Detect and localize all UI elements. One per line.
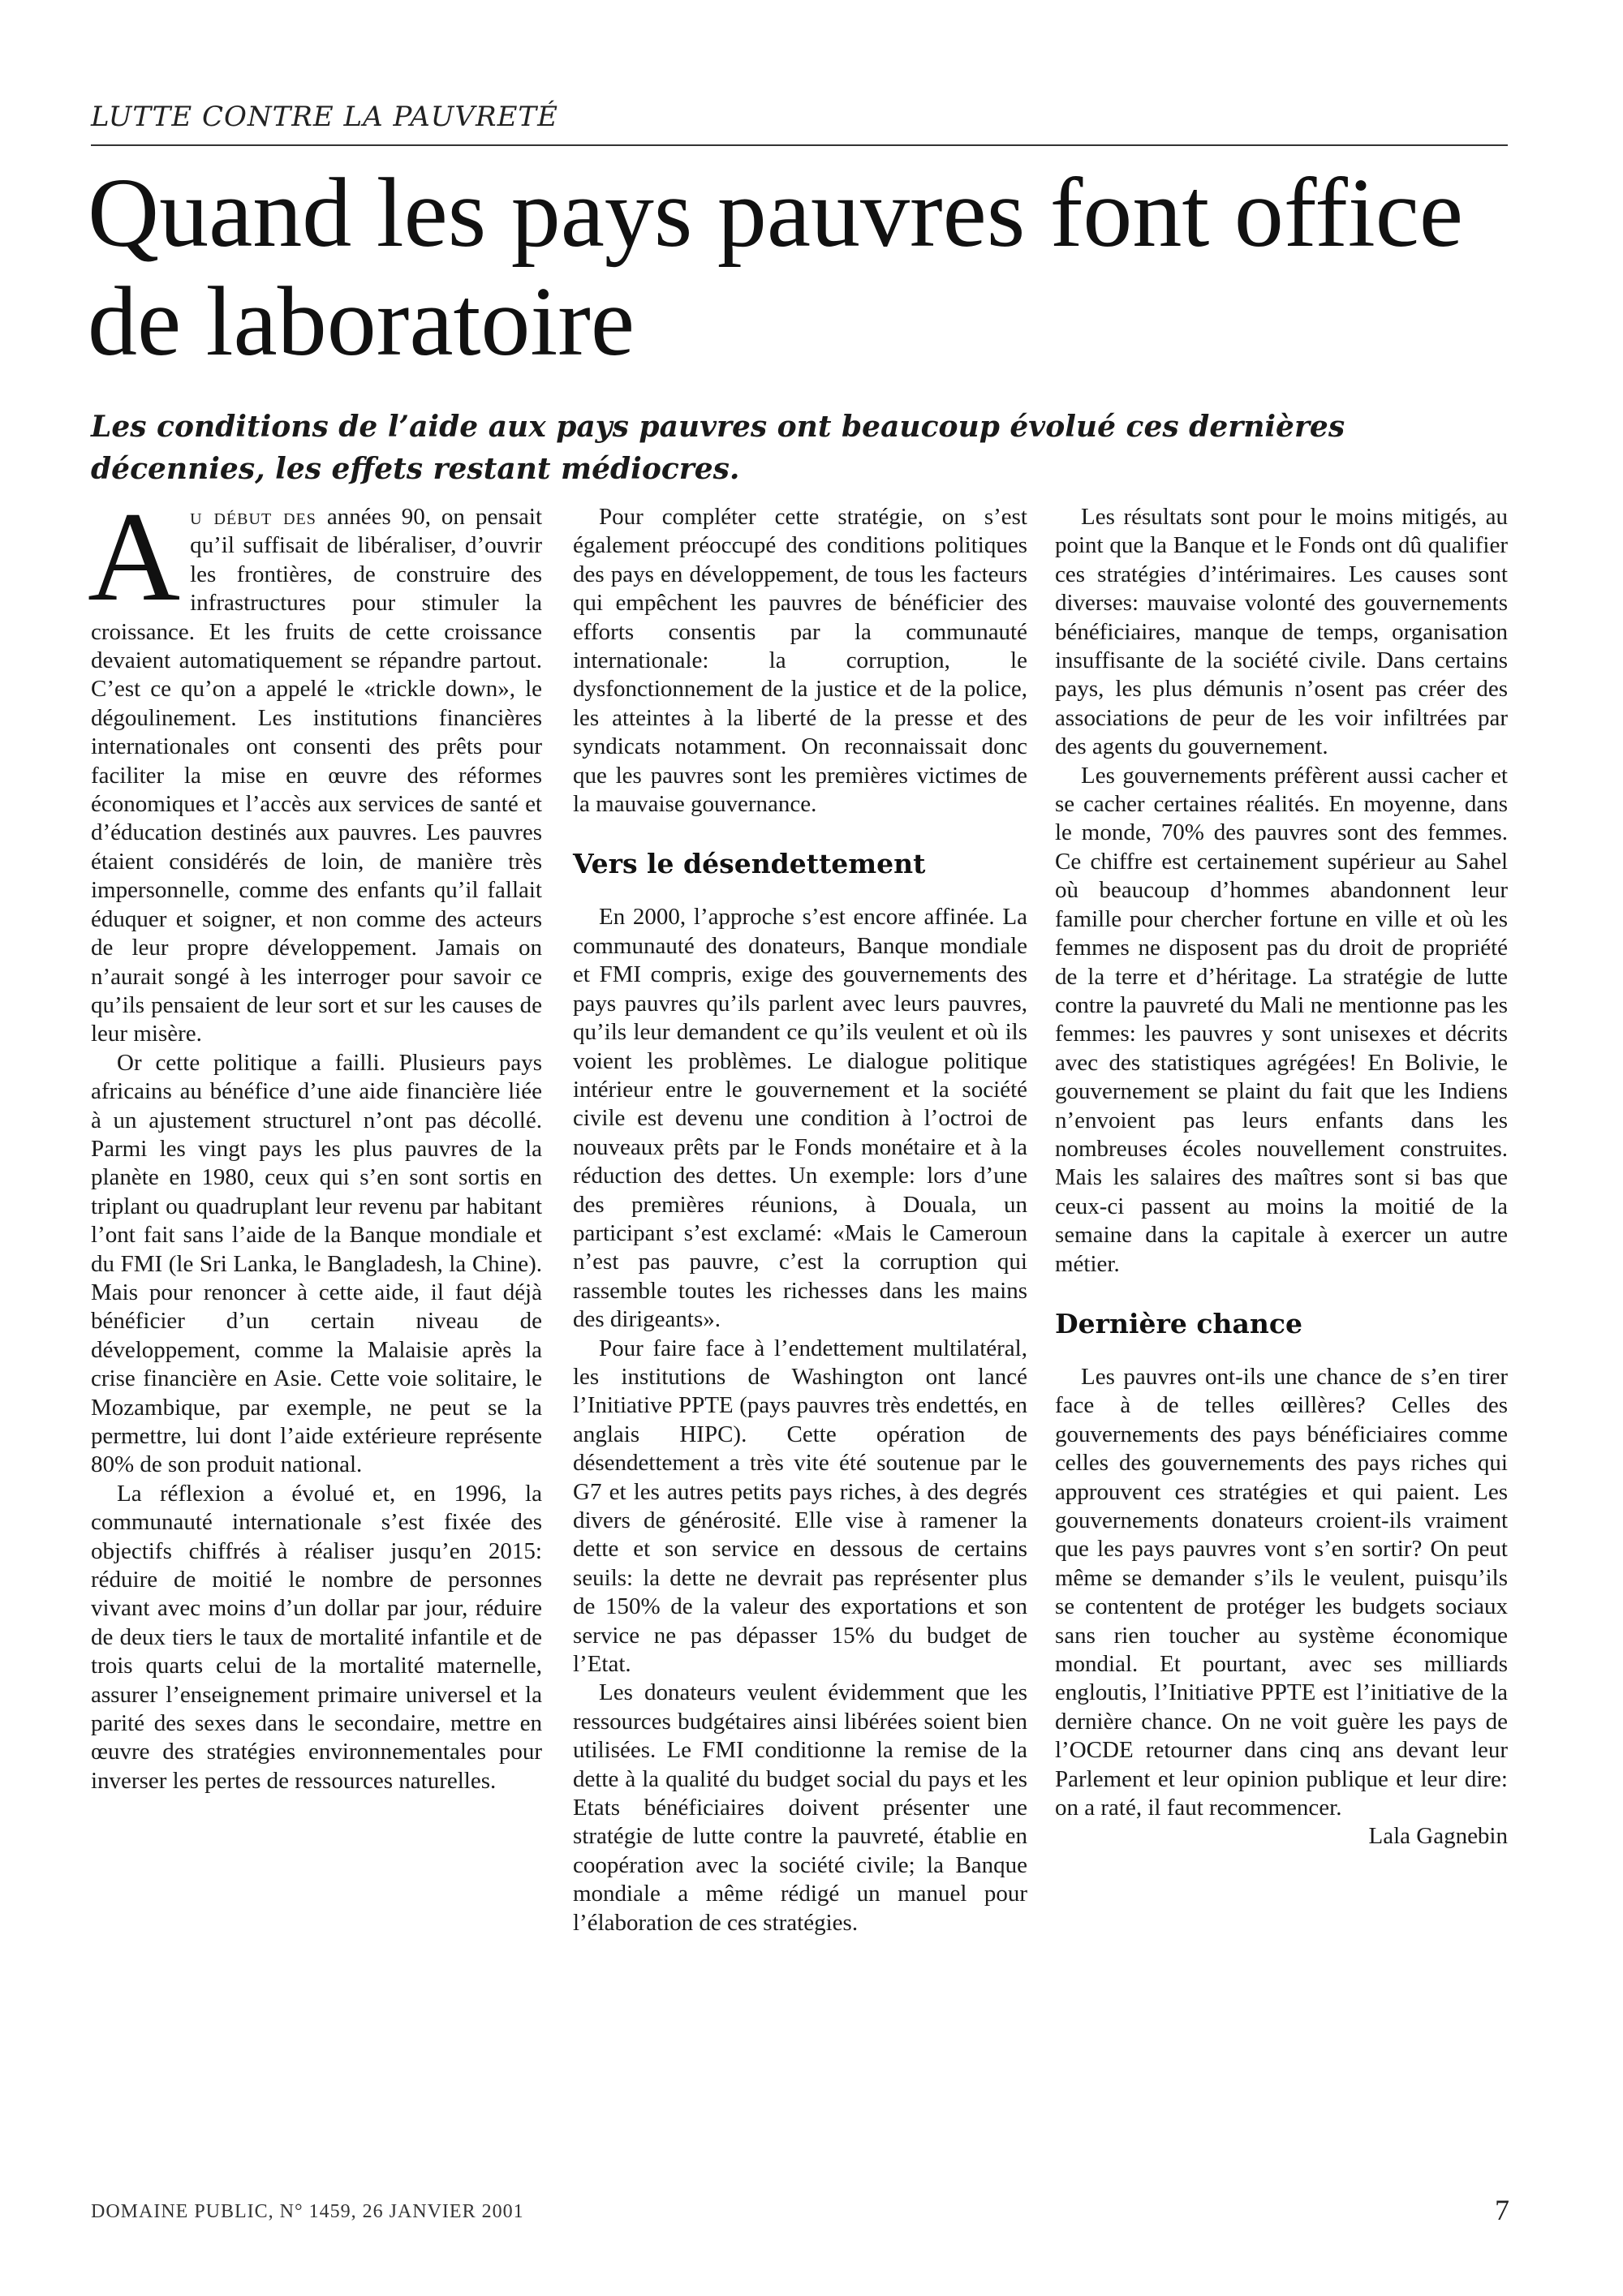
headline-line-1: Quand les pays pauvres font office xyxy=(88,158,1464,268)
paragraph-1 xyxy=(88,486,543,1049)
paragraph-5: En 2000, l’approche s’est encore affinée. La communauté des donateurs, Banque mondiale et FMI compris, exige des gouvernements des pays pauvres qu’ils parlent avec leurs pauvres, qu’ils leur demandent ce qu’ils veulent et où ils voient les problèmes. Le dialogue politique intérieur entre le gouvernement et la société civile est devenu une condition à l’octroi de nouveaux prêts par le Fonds monétaire et à la réduction des dettes. Un exemple: lors d’une des premières réunions, à Douala, un participant s’est exclamé: «Mais le Cameroun n’est pas pauvre, c’est la corruption qui rassemble toutes les richesses dans les mains des dirigeants». xyxy=(573,904,1027,1333)
standfirst xyxy=(91,406,1389,490)
column-2 xyxy=(573,503,1027,1937)
column-3 xyxy=(1055,503,1508,1851)
paragraph-6: Pour faire face à l’endettement multilatéral, les institutions de Washington ont lancé l’Initiative PPTE (pays pauvres très endettés, en anglais HIPC). Cette opération de désendettement a très vite été soutenue par le G7 et les autres petits pays riches, à des degrés divers de générosité. Elle vise à ramener la dette et son service en dessous de certains seuils: la dette ne devrait pas représenter plus de 150% de la valeur des exportations et son service ne pas dépasser 15% du budget de l’Etat. xyxy=(573,1335,1027,1678)
page-number: 7 xyxy=(1495,2194,1509,2226)
headline-line-2: de laboratoire xyxy=(88,267,635,376)
rubric-rule xyxy=(91,144,1508,146)
paragraph-7: Les donateurs veulent évidemment que les ressources budgétaires ainsi libérées soient bien utilisées. Le FMI conditionne la remise de la dette à la qualité du budget social du pays et les Etats bénéficiaires doivent présenter une stratégie de lutte contre la pauvreté, établie en coopération avec la société civile; la Banque mondiale a même rédigé un manuel pour l’élaboration de ces stratégies. xyxy=(573,1679,1027,1936)
subheading-desendettement: Vers le désendettement xyxy=(573,848,926,880)
section-rubric: LUTTE CONTRE LA PAUVRETÉ xyxy=(91,101,558,133)
standfirst-line-1: Les conditions de l’aide aux pays pauvres ont beaucoup évolué ces dernières xyxy=(91,410,1345,444)
subheading-derniere-chance: Dernière chance xyxy=(1055,1307,1302,1339)
footer-publication: DOMAINE PUBLIC, N° 1459, 26 JANVIER 2001 xyxy=(91,2201,524,2222)
drop-cap: A xyxy=(88,486,181,628)
paragraph-1-text: années 90, on pensait qu’il suffisait de libéraliser, d’ouvrir les frontières, de construire des infrastructures pour stimuler la croissance. Et les fruits de cette croissance devaient automatiquement se répandre partout. C’est ce qu’on a appelé le «trickle down», le dégoulinement. Les institutions financières internationales ont consenti des prêts pour faciliter la mise en œuvre des réformes économiques et l’accès aux services de santé et d’éducation destinés aux pauvres. Les pauvres étaient considérés de loin, de manière très impersonnelle, comme des enfants qu’il fallait éduquer et soigner, et non comme des acteurs de leur propre développement. Jamais on n’aurait songé à les interroger pour savoir ce qu’ils pensaient de leur sort et sur les causes de leur misère. xyxy=(91,504,543,1047)
paragraph-2: Or cette politique a failli. Plusieurs pays africains au bénéfice d’une aide financière liée à un ajustement structurel n’ont pas décollé. Parmi les vingt pays les plus pauvres de la planète en 1980, ceux qui s’en sont sortis en triplant ou quadruplant leur revenu par habitant l’ont fait sans l’aide de la Banque mondiale et du FMI (le Sri Lanka, le Bangladesh, la Chine). Mais pour renoncer à cette aide, il faut déjà bénéficier d’un certain niveau de développement, comme la Malaisie après la crise financière en Asie. Cette voie solitaire, le Mozambique, par exemple, ne peut se la permettre, lui dont l’aide extérieure représente 80% de son produit national. xyxy=(91,1049,542,1478)
standfirst-line-2: décennies, les effets restant médiocres. xyxy=(91,452,740,486)
column-1 xyxy=(88,486,543,1795)
paragraph-3: La réflexion a évolué et, en 1996, la communauté internationale s’est fixée des objectifs chiffrés à réaliser jusqu’en 2015: réduire de moitié le nombre de personnes vivant avec moins d’un dollar par jour, réduire de deux tiers le taux de mortalité infantile et de trois quarts celui de la mortalité maternelle, assurer l’enseignement primaire universel et la parité des sexes dans le secondaire, mettre en œuvre des stratégies environnementales pour inverser les pertes de ressources naturelles. xyxy=(91,1480,542,1794)
paragraph-4: Pour compléter cette stratégie, on s’est également préoccupé des conditions politiques des pays en développement, de tous les facteurs qui empêchent les pauvres de bénéficier des efforts consentis par la communauté internationale: la corruption, le dysfonctionnement de la justice et de la police, les atteintes à la liberté de la presse et des syndicats notamment. On reconnaissait donc que les pauvres sont les premières victimes de la mauvaise gouvernance. xyxy=(573,504,1027,818)
author-signature: Lala Gagnebin xyxy=(1368,1823,1508,1850)
paragraph-8: Les résultats sont pour le moins mitigés, au point que la Banque et le Fonds ont dû qualifier ces stratégies d’intérimaires. Les causes sont diverses: mauvaise volonté des gouvernements bénéficiaires, manque de temps, organisation insuffisante de la société civile. Dans certains pays, les plus démunis n’osent pas créer des associations de peur de les voir infiltrées par des agents du gouvernement. xyxy=(1055,504,1508,760)
lead-smallcaps: u début des xyxy=(190,504,316,530)
paragraph-10: Les pauvres ont-ils une chance de s’en tirer face à de telles œillères? Celles des gouvernements des pays bénéficiaires comme celles des gouvernements des pays riches qui approuvent ces stratégies et qui paient. Les gouvernements donateurs croient-ils vraiment que les pays pauvres vont s’en sortir? On peut même se demander s’ils le veulent, puisqu’ils se contentent de protéger les budgets sociaux sans rien toucher au système économique mondial. Et pourtant, avec ses milliards engloutis, l’Initiative PPTE est l’initiative de la dernière chance. On ne voit guère les pays de l’OCDE retourner dans cinq ans devant leur Parlement et leur opinion publique et leur dire: on a raté, il faut recommencer. xyxy=(1055,1363,1508,1821)
paragraph-9: Les gouvernements préfèrent aussi cacher et se cacher certaines réalités. En moyenne, dans le monde, 70% des pauvres sont des femmes. Ce chiffre est certainement supérieur au Sahel où beaucoup d’hommes abandonnent leur famille pour chercher fortune en ville et où les femmes ne disposent pas du droit de propriété de la terre et d’héritage. La stratégie de lutte contre la pauvreté du Mali ne mentionne pas les femmes: les pauvres y sont unisexes et décrits avec des statistiques agrégées! En Bolivie, le gouvernement se plaint du fait que les Indiens n’envoient pas leurs enfants dans les nombreuses écoles nouvellement construites. Mais les salaires des maîtres sont si bas que ceux-ci passent au moins la moitié de la semaine dans la capitale à exercer un autre métier. xyxy=(1055,762,1508,1277)
headline xyxy=(88,159,1516,376)
